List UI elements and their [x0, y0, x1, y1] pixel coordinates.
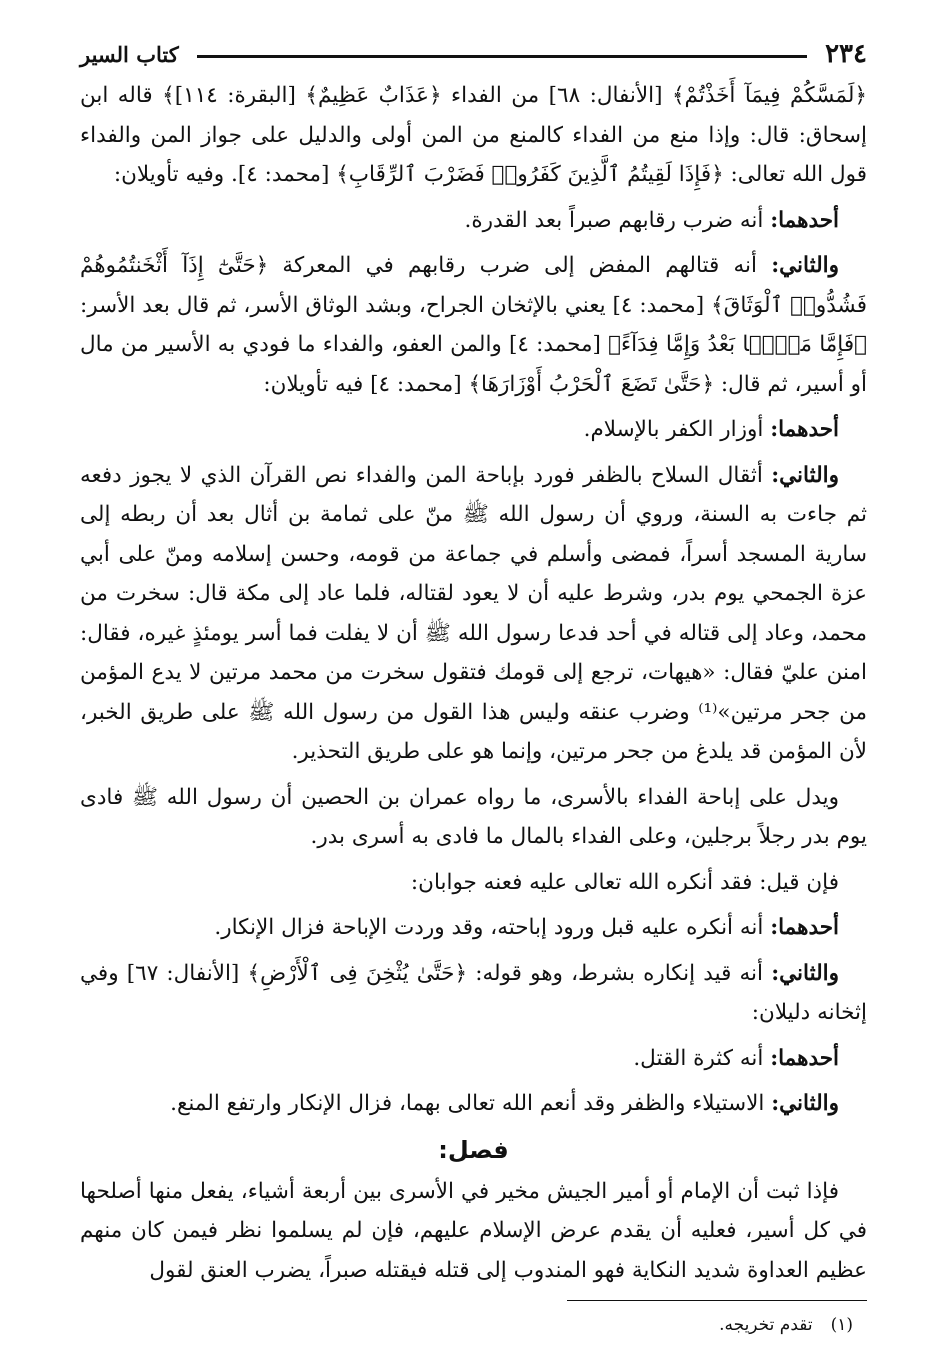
page-header: [80, 36, 867, 72]
section-paragraph: فإذا ثبت أن الإمام أو أمير الجيش مخير في الأسرى بين أربعة أشياء، يفعل منها أصلحها في كل أسير، فعليه أن يقدم عرض الإسلام عليهم، فإن لم يسلموا نظر فيمن كان منهم عظيم العداوة شديد النكاية فهو المندوب إلى قتله فيقتله صبراً، يضرب العنق لقول: [80, 1178, 867, 1283]
paragraph-text: الاستيلاء والظفر وقد أنعم الله تعالى بهما، فزال الإنكار وارتفع المنع.: [170, 1091, 772, 1116]
paragraph-lead: والثاني:: [771, 462, 839, 488]
paragraph-lead: والثاني:: [771, 253, 839, 278]
page-number: ٢٣٤: [825, 39, 867, 69]
paragraph-text: أنه أنكره عليه قبل ورود إباحته، وقد وردت الإباحة فزال الإنكار.: [214, 915, 771, 940]
paragraph: [80, 246, 867, 404]
footnote-text: تقدم تخريجه.: [719, 1315, 813, 1335]
footnotes: [80, 1300, 867, 1335]
main-text: [80, 76, 867, 1290]
paragraph-text: ويدل على إباحة الفداء بالأسرى، ما رواه عمران بن الحصين أن رسول الله ﷺ فادى يوم بدر رجلاً برجلين، وعلى الفداء بالمال ما فادى به أسرى بدر.: [80, 784, 867, 849]
paragraph: [80, 456, 867, 772]
paragraph-lead: أحدهما:: [770, 207, 839, 233]
paragraph-lead: أحدهما:: [770, 915, 839, 940]
paragraph-text: أثقال السلاح بالظفر فورد بإباحة المن والفداء نص القرآن الذي لا يجوز دفعه ثم جاءت به السنة، وروي أن رسول الله ﷺ منّ على ثمامة بن أثال بعد أن ربطه إلى سارية المسجد أسراً، فمضى وأسلم في جماعة من قومه، وحسن إسلامه ومنّ على أبي عزة الجمحي يوم بدر، وشرط عليه أن لا يعود لقتاله، فلما عاد إلى مكة قال: سخرت من محمد، وعاد إلى قتاله في أحد فدعا رسول الله ﷺ أن لا يفلت فما أسر يومئذٍ غيره، فقال: امنن عليّ فقال: «هيهات، ترجع إلى قومك فتقول سخرت من محمد مرتين لا يدع المؤمن من جحر مرتين»⁽¹⁾ وضرب عنقه وليس هذا القول من رسول الله ﷺ على طريق الخبر، لأن المؤمن قد يلدغ من جحر مرتين، وإنما هو على طريق التحذير.: [80, 462, 867, 764]
paragraph: [80, 201, 867, 241]
paragraph-lead: أحدهما:: [770, 417, 839, 442]
paragraph: [80, 954, 867, 1033]
header-rule: [197, 55, 807, 58]
footnote-number: (١): [830, 1315, 853, 1335]
paragraph: [80, 908, 867, 948]
paragraph-text: أنه قتالهم المفض إلى ضرب رقابهم في المعركة ﴿حَتَّىٰٓ إِذَآ أَثْخَنتُمُوهُمْ فَشُدُّوا۟ ٱلْوَثَاقَ﴾ [محمد: ٤] يعني بالإثخان الجراح، وبشد الوثاق الأسر، ثم قال بعد الأسر: ﴿فَإِمَّا مَنًّۢا بَعْدُ وَإِمَّا فِدَآءً﴾ [محمد: ٤] والمن العفو، والفداء ما فودي به الأسير من مال أو أسير، ثم قال: ﴿حَتَّىٰ تَضَعَ ٱلْحَرْبُ أَوْزَارَهَا﴾ [محمد: ٤] فيه تأويلان:: [80, 253, 867, 397]
paragraph-text: أنه كثرة القتل.: [633, 1045, 771, 1071]
paragraph-lead: أحدهما:: [770, 1045, 839, 1071]
paragraph-lead: والثاني:: [771, 960, 839, 986]
paragraph: [80, 1039, 867, 1079]
footnote-rule: [567, 1300, 867, 1301]
paragraph-text: ﴿لَمَسَّكُمْ فِيمَآ أَخَذْتُمْ﴾ [الأنفال: ٦٨] من الفداء ﴿عَذَابٌ عَظِيمٌ﴾ [البقرة: ١١٤]﴾ قاله ابن إسحاق: قال: وإذا منع من الفداء كالمنع من المن أولى والدليل على جواز المن والفداء قول الله تعالى: ﴿فَإِذَا لَقِيتُمُ ٱلَّذِينَ كَفَرُوا۟ فَضَرْبَ ٱلرِّقَابِ﴾ [محمد: ٤]. وفيه تأويلان:: [80, 83, 867, 187]
paragraph-text: أوزار الكفر بالإسلام.: [583, 417, 771, 442]
section-heading: فصل:: [438, 1135, 509, 1164]
paragraph: [80, 410, 867, 450]
paragraph: [80, 76, 867, 195]
paragraph: [80, 863, 867, 903]
paragraph-text: فإن قيل: فقد أنكره الله تعالى عليه فعنه جوابان:: [410, 869, 839, 895]
paragraph-text: أنه قيد إنكاره بشرط، وهو قوله: ﴿حَتَّىٰ يُثْخِنَ فِى ٱلْأَرْضِ﴾ [الأنفال: ٦٧] وفي إثخانه دليلان:: [80, 960, 867, 1025]
paragraph-text: أنه ضرب رقابهم صبراً بعد القدرة.: [464, 207, 771, 233]
paragraph: [80, 1084, 867, 1124]
paragraph-lead: والثاني:: [771, 1091, 839, 1116]
paragraph: [80, 778, 867, 857]
running-title: كتاب السير: [80, 41, 179, 67]
footnote: [80, 1315, 867, 1335]
